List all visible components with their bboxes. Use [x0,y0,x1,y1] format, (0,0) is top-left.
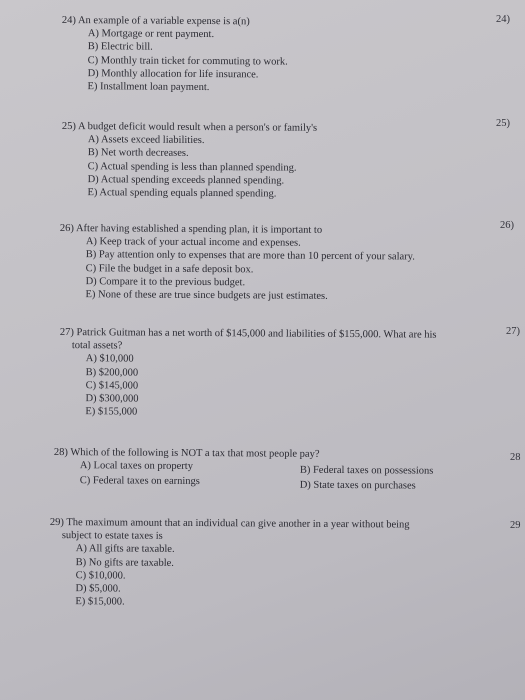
answer-choice: E) None of these are true since budgets are just estimates. [85,289,328,302]
question-stem: 27) Patrick Guitman has a net worth of $145,000 and liabilities of $155,000. What are his [59,326,437,341]
question-24 [61,14,288,95]
margin-question-number: 27) [506,326,520,337]
answer-choice: C) $145,000 [85,379,139,392]
answer-choice: C) Actual spending is less than planned spending. [87,160,297,174]
question-stem-continued: total assets? [71,340,123,352]
margin-question-number: 25) [496,118,510,129]
margin-question-number: 26) [500,220,514,231]
answer-choice: A) All gifts are taxable. [75,543,175,556]
answer-choice: B) $200,000 [85,366,139,379]
question-29 [49,516,409,611]
answer-choice: D) $300,000 [85,393,139,405]
answer-choice: C) Federal taxes on earnings [79,475,200,488]
answer-choice: E) Installment loan payment. [87,81,210,94]
answer-choice: D) State taxes on purchases [299,479,416,492]
margin-question-number: 24) [496,14,510,25]
answer-choice: C) $10,000. [75,569,126,582]
answer-choice: C) Monthly train ticket for commuting to work. [87,54,288,68]
question-stem: 24) An example of a variable expense is a(n) [61,14,250,28]
answer-choice: B) Net worth decreases. [87,147,189,160]
answer-choice: C) File the budget in a safe deposit box. [85,262,254,275]
question-27 [59,326,436,421]
question-stem: 26) After having established a spending plan, it is important to [59,222,323,236]
margin-question-number: 28 [510,452,521,463]
answer-choice: A) Mortgage or rent payment. [87,28,215,41]
answer-choice: D) Monthly allocation for life insurance. [87,67,259,81]
question-stem: 29) The maximum amount that an individual can give another in a year without being [49,517,410,531]
question-26 [59,222,415,304]
answer-choice: B) Federal taxes on possessions [299,464,434,477]
answer-choice: D) Compare it to the previous budget. [85,275,246,289]
answer-choice: E) Actual spending equals planned spending. [87,187,277,200]
question-25 [61,120,317,201]
answer-choices-grid [54,459,474,496]
answer-choice: B) No gifts are taxable. [75,556,174,569]
question-stem: 28) Which of the following is NOT a tax that most people pay? [53,446,320,460]
margin-question-number: 29 [510,520,521,531]
answer-choice: A) $10,000 [85,353,134,365]
question-28 [54,446,474,496]
answer-choice: D) Actual spending exceeds planned spending. [87,173,285,187]
answer-choice: A) Assets exceed liabilities. [87,134,205,147]
answer-choice: D) $5,000. [75,583,121,595]
answer-choice: A) Keep track of your actual income and expenses. [85,236,301,249]
question-stem: 25) A budget deficit would result when a person's or family's [61,120,318,134]
question-stem-continued: subject to estate taxes is [61,530,163,542]
answer-choice: B) Pay attention only to expenses that are more than 10 percent of your salary. [85,249,415,263]
answer-choice: B) Electric bill. [87,41,153,54]
answer-choice: E) $15,000. [75,596,125,608]
answer-choice: E) $155,000 [85,406,138,418]
answer-choice: A) Local taxes on property [79,460,194,473]
